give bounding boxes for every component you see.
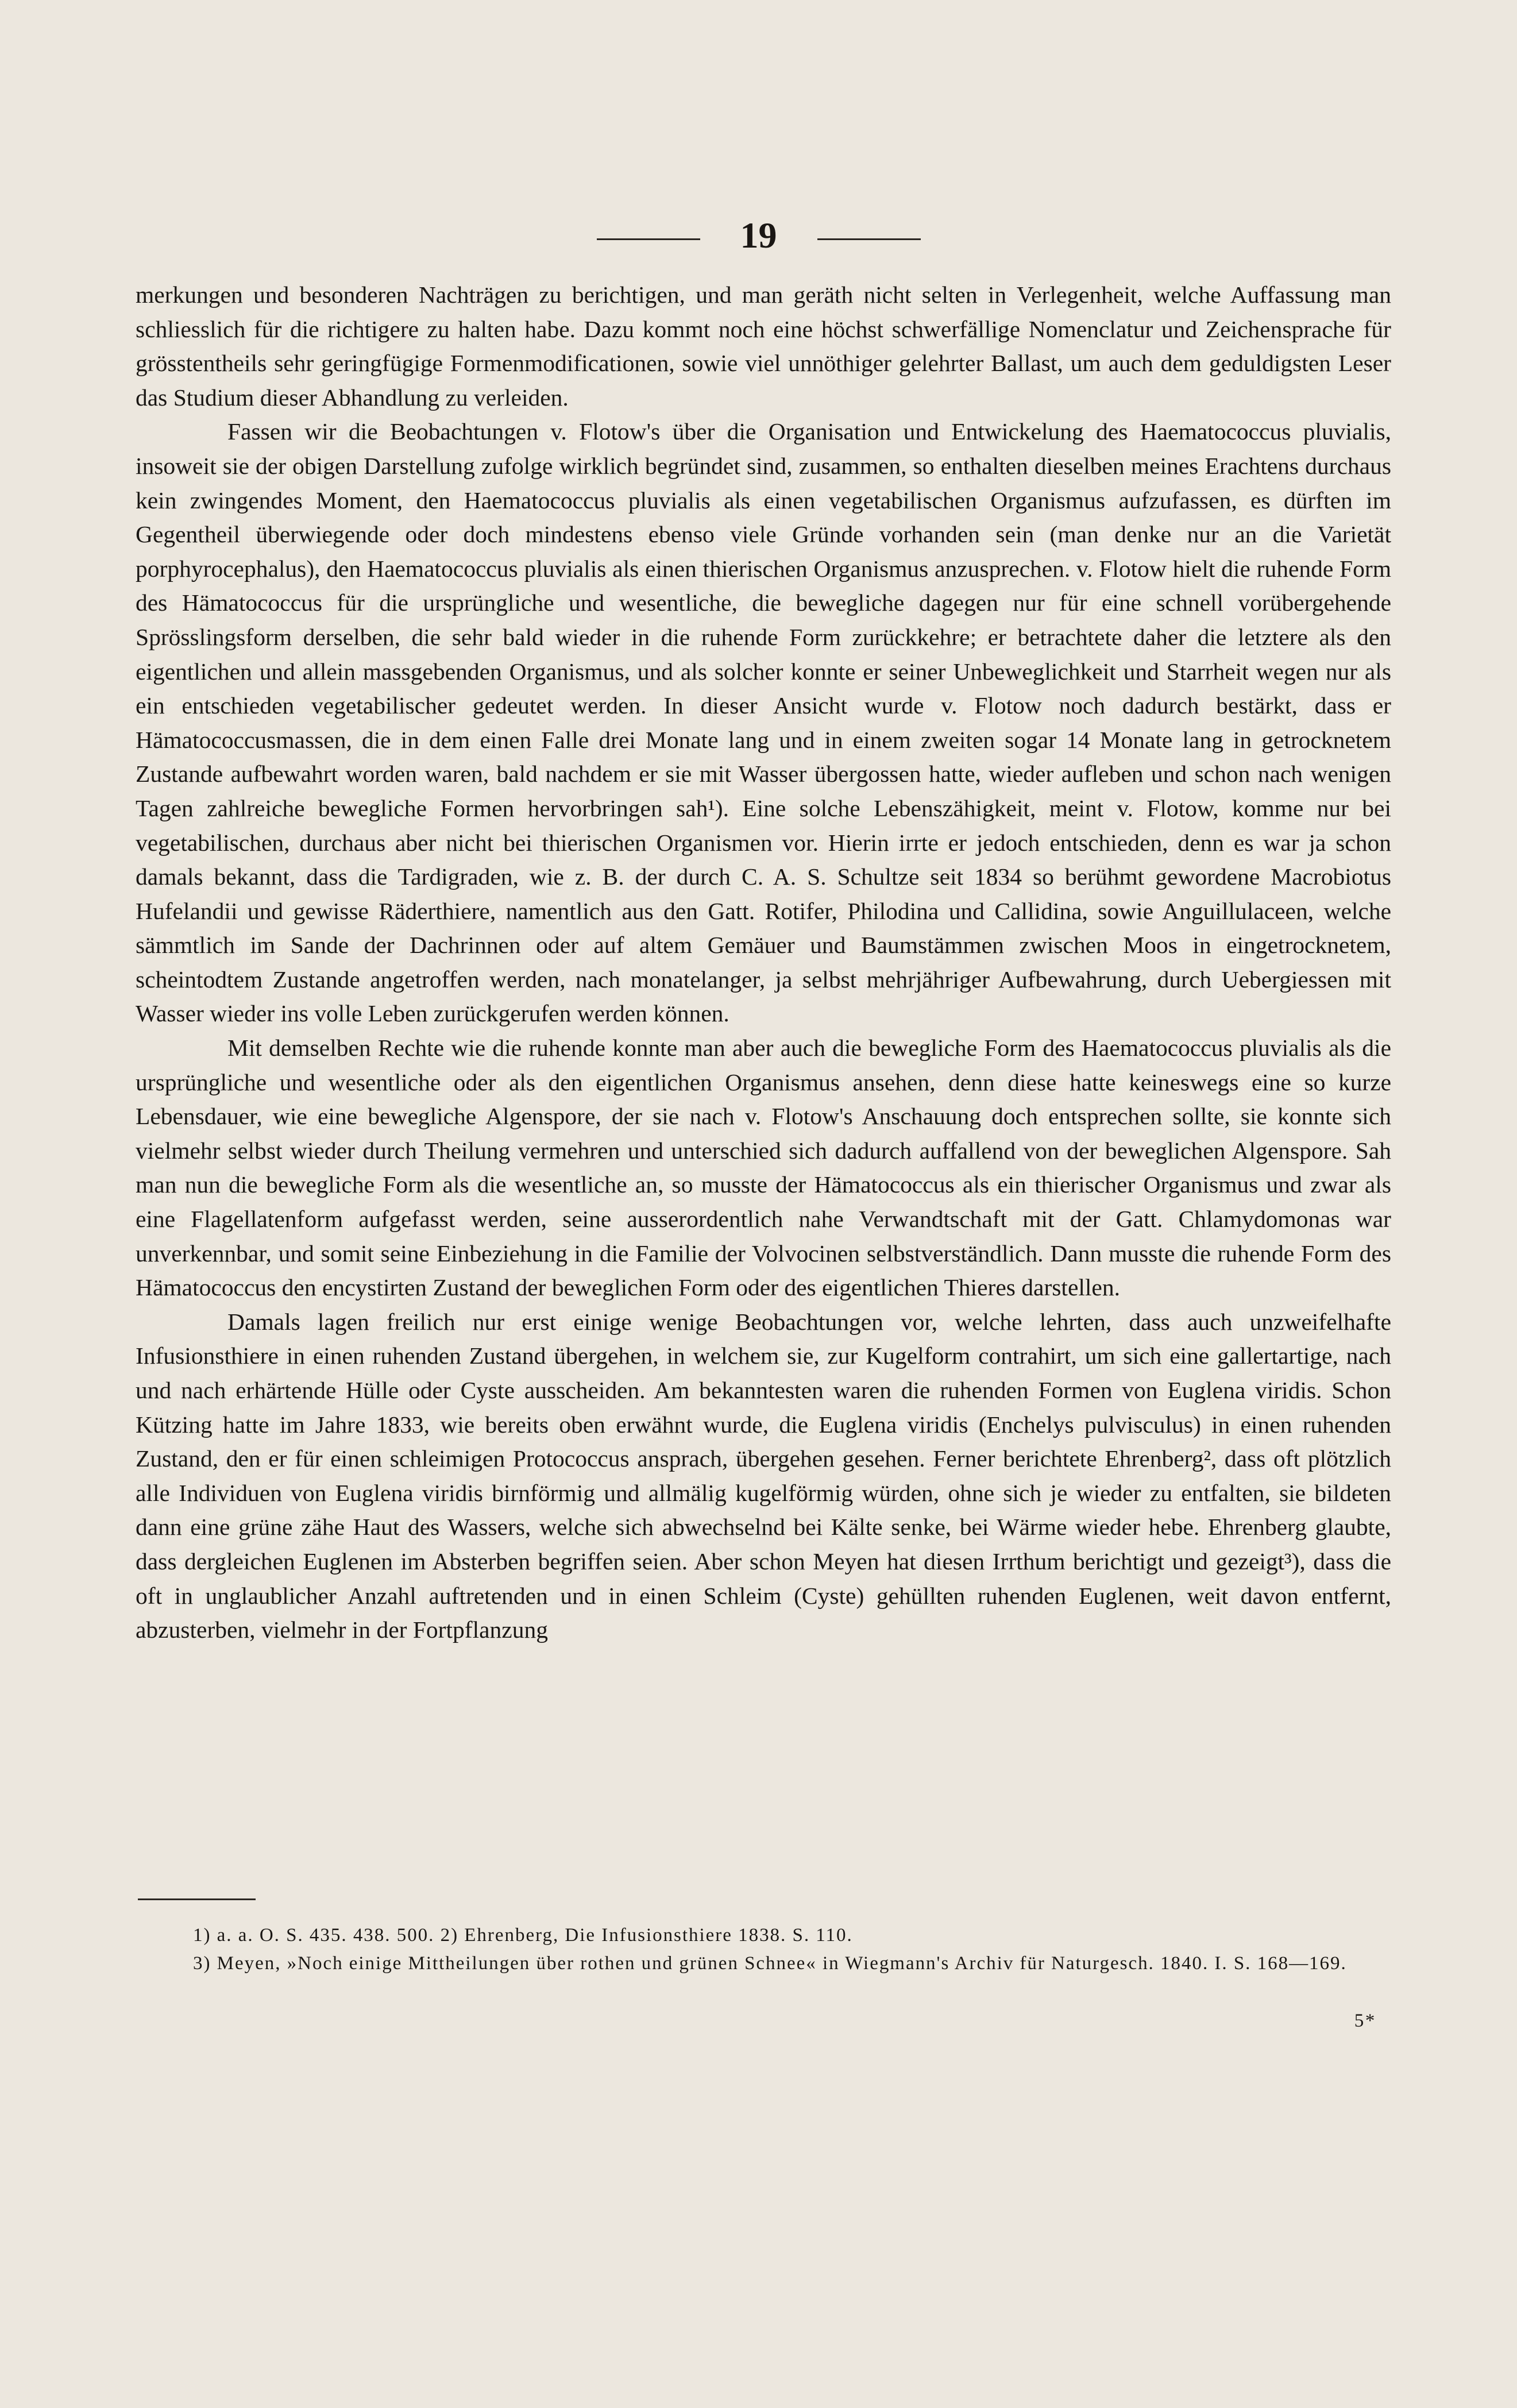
paragraph-2: Fassen wir die Beobachtungen v. Flotow's über die Organisation und Entwickelung des Haematococcus pluvialis, insoweit sie der obigen Darstellung zufolge wirklich begründet sind, zusammen, so enthalten dieselben meines Erachtens durchaus kein zwingendes Moment, den Haematococcus pluvialis als einen vegetabilischen Organismus aufzufassen, es dürften im Gegentheil überwiegende oder doch mindestens ebenso viele Gründe vorhanden sein (man denke nur an die Varietät porphyrocephalus), den Haematococcus pluvialis als einen thierischen Organismus anzusprechen. v. Flotow hielt die ruhende Form des Hämatococcus für die ursprüngliche und wesentliche, die bewegliche dagegen nur für eine schnell vorübergehende Sprösslingsform derselben, die sehr bald wieder in die ruhende Form zurückkehre; er betrachtete daher die letztere als den eigentlichen und allein massgebenden Organismus, und als solcher konnte er seiner Unbeweglichkeit und Starrheit wegen nur als ein entschieden vegetabilischer gedeutet werden. In dieser Ansicht wurde v. Flotow noch dadurch bestärkt, dass er Hämatococcusmassen, die in dem einen Falle drei Monate lang und in einem zweiten sogar 14 Monate lang in getrocknetem Zustande aufbewahrt worden waren, bald nachdem er sie mit Wasser übergossen hatte, wieder aufleben und schon nach wenigen Tagen zahlreiche bewegliche Formen hervorbringen sah¹). Eine solche Lebenszähigkeit, meint v. Flotow, komme nur bei vegetabilischen, durchaus aber nicht bei thierischen Organismen vor. Hierin irrte er jedoch entschieden, denn es war ja schon damals bekannt, dass die Tardigraden, wie z. B. der durch C. A. S. Schultze seit 1834 so berühmt gewordene Macrobiotus Hufelandii und gewisse Räderthiere, namentlich aus den Gatt. Rotifer, Philodina und Callidina, sowie Anguillulaceen, welche sämmtlich im Sande der Dachrinnen oder auf altem Gemäuer und Baumstämmen zwischen Moos in eingetrocknetem, scheintodtem Zustande angetroffen werden, nach monatelanger, ja selbst mehrjähriger Aufbewahrung, durch Uebergiessen mit Wasser wieder ins volle Leben zurückgerufen werden können. [136, 418, 1391, 1027]
signature-mark: 5* [1354, 2010, 1376, 2031]
paragraph-1: merkungen und besonderen Nachträgen zu berichtigen, und man geräth nicht selten in Verlegenheit, welche Auffassung man schliesslich für die richtigere zu halten habe. Dazu kommt noch eine höchst schwerfällige Nomenclatur und Zeichensprache für grösstentheils sehr geringfügige Formenmodificationen, sowie viel unnöthiger gelehrter Ballast, um auch dem geduldigsten Leser das Studium dieser Abhandlung zu verleiden. [136, 281, 1391, 411]
footnote-1-2: 1) a. a. O. S. 435. 438. 500. 2) Ehrenberg, Die Infusionsthiere 1838. S. 110. [193, 1925, 853, 1946]
header-rule-left [597, 238, 700, 240]
page-header [0, 217, 1517, 254]
paragraph-4: Damals lagen freilich nur erst einige wenige Beobachtungen vor, welche lehrten, dass auch unzweifelhafte Infusionsthiere in einen ruhenden Zustand übergehen, in welchem sie, zur Kugelform contrahirt, um sich eine gallertartige, nach und nach erhärtende Hülle oder Cyste ausscheiden. Am bekanntesten waren die ruhenden Formen von Euglena viridis. Schon Kützing hatte im Jahre 1833, wie bereits oben erwähnt wurde, die Euglena viridis (Enchelys pulvisculus) in einen ruhenden Zustand, den er für einen schleimigen Protococcus ansprach, übergehen gesehen. Ferner berichtete Ehrenberg², dass oft plötzlich alle Individuen von Euglena viridis birnförmig und allmälig kugelförmig würden, ohne sich je wieder zu entfalten, sie bildeten dann eine grüne zähe Haut des Wassers, welche sich abwechselnd bei Kälte senke, bei Wärme wieder hebe. Ehrenberg glaubte, dass dergleichen Euglenen im Absterben begriffen seien. Aber schon Meyen hat diesen Irrthum berichtigt und gezeigt³), dass die oft in unglaublicher Anzahl auftretenden und in einen Schleim (Cyste) gehüllten ruhenden Euglenen, weit davon entfernt, abzusterben, vielmehr in der Fortpflanzung [136, 1308, 1391, 1643]
page-number: 19 [740, 215, 777, 256]
footnote-3: 3) Meyen, »Noch einige Mittheilungen über rothen und grünen Schnee« in Wiegmann's Archiv für Naturgesch. 1840. I. S. 168—169. [193, 1953, 1347, 1974]
header-rule-right [817, 238, 921, 240]
paragraph-3: Mit demselben Rechte wie die ruhende konnte man aber auch die bewegliche Form des Haematococcus pluvialis als die ursprüngliche und wesentliche oder als den eigentlichen Organismus ansehen, denn diese hatte keineswegs eine so kurze Lebensdauer, wie eine bewegliche Algenspore, der sie nach v. Flotow's Anschauung doch entsprechen sollte, sie konnte sich vielmehr selbst wieder durch Theilung vermehren und unterschied sich dadurch auffallend von der beweglichen Algenspore. Sah man nun die bewegliche Form als die wesentliche an, so musste der Hämatococcus als ein thierischer Organismus und zwar als eine Flagellatenform aufgefasst werden, seine ausserordentlich nahe Verwandtschaft mit der Gatt. Chlamydomonas war unverkennbar, und somit seine Einbeziehung in die Familie der Volvocinen selbstverständlich. Dann musste die ruhende Form des Hämatococcus den encystirten Zustand der beweglichen Form oder des eigentlichen Thieres darstellen. [136, 1035, 1391, 1301]
footnotes [136, 1921, 1391, 1978]
footnote-separator [138, 1898, 256, 1900]
body-text [136, 278, 1391, 1647]
